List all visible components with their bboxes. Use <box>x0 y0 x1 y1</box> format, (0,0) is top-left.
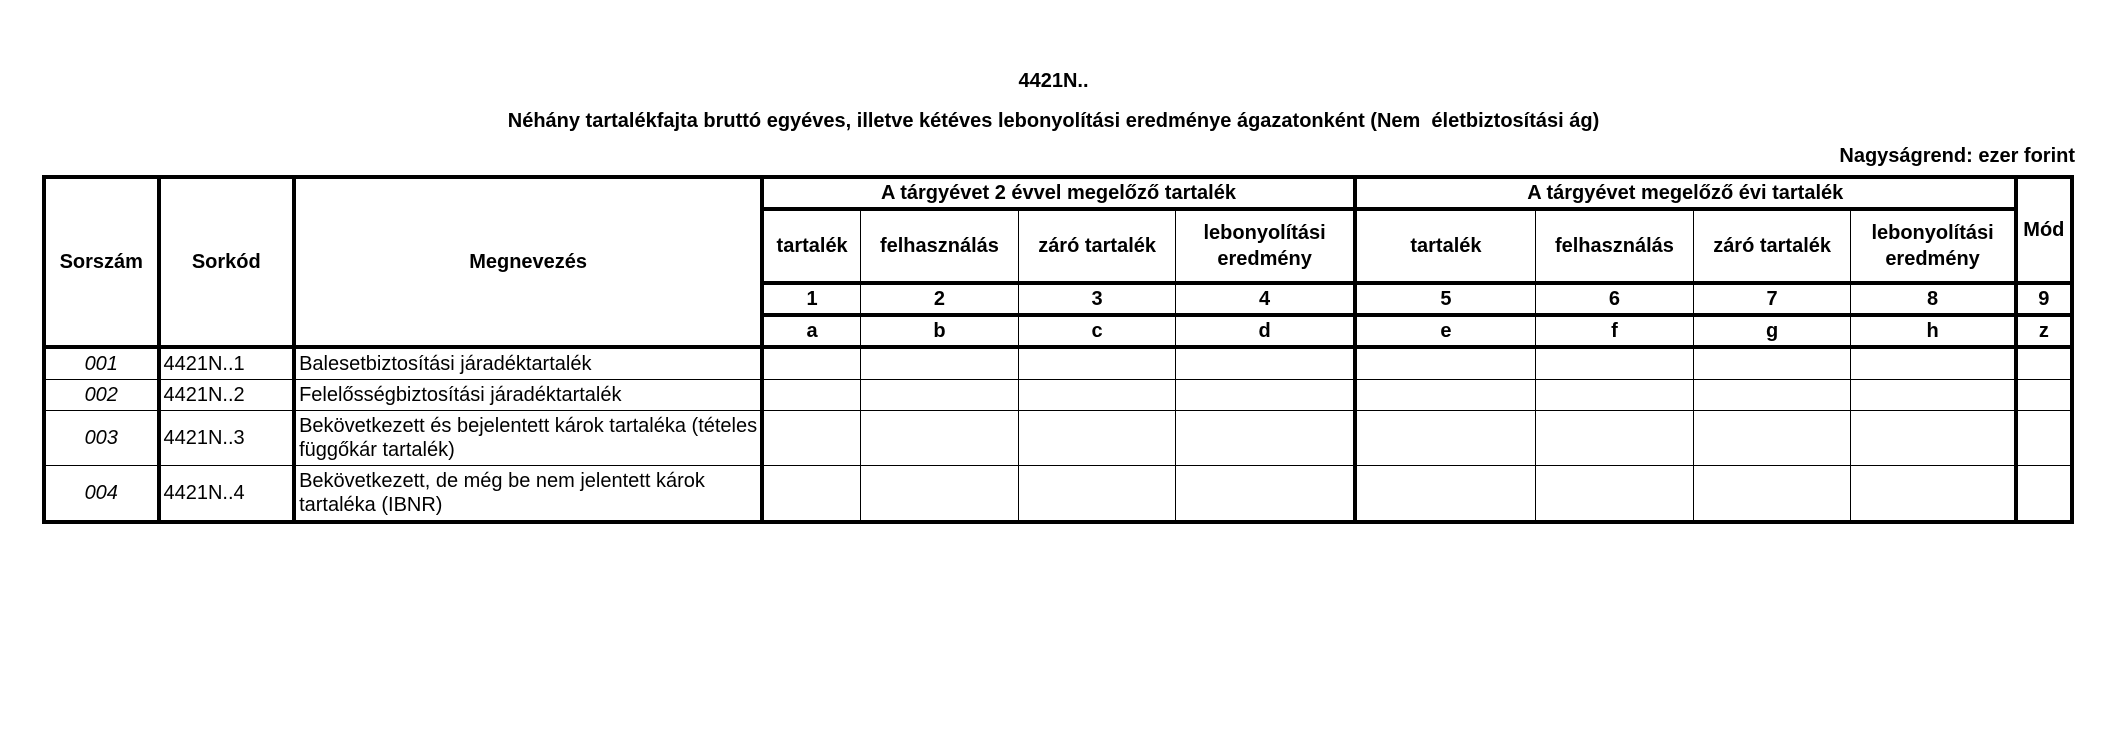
col-letter-z: z <box>2016 315 2072 347</box>
input-cell-f[interactable] <box>1536 380 1694 411</box>
header-group-two-years-prior: A tárgyévet 2 évvel megelőző tartalék <box>762 177 1355 209</box>
input-cell-g[interactable] <box>1693 347 1851 380</box>
unit-label: Nagyságrend: ezer forint <box>1839 145 2075 167</box>
table-row <box>44 347 2072 380</box>
col-letter-h: h <box>1851 315 2016 347</box>
col-number-8: 8 <box>1851 283 2016 315</box>
input-cell-a[interactable] <box>762 466 860 523</box>
col-letter-b: b <box>861 315 1019 347</box>
row-code: 4421N..1 <box>159 347 295 380</box>
input-cell-e[interactable] <box>1355 466 1536 523</box>
input-cell-a[interactable] <box>762 347 860 380</box>
table-row <box>44 411 2072 466</box>
col-letter-a: a <box>762 315 860 347</box>
input-cell-c[interactable] <box>1018 466 1176 523</box>
input-cell-f[interactable] <box>1536 347 1694 380</box>
col-number-7: 7 <box>1693 283 1851 315</box>
input-cell-z[interactable] <box>2016 411 2072 466</box>
table-row <box>44 380 2072 411</box>
col-number-5: 5 <box>1355 283 1536 315</box>
col-number-6: 6 <box>1536 283 1694 315</box>
input-cell-e[interactable] <box>1355 411 1536 466</box>
input-cell-b[interactable] <box>861 347 1019 380</box>
input-cell-h[interactable] <box>1851 380 2016 411</box>
col-letter-f: f <box>1536 315 1694 347</box>
input-cell-c[interactable] <box>1018 347 1176 380</box>
header-code: Sorkód <box>159 177 295 347</box>
input-cell-f[interactable] <box>1536 466 1694 523</box>
input-cell-d[interactable] <box>1176 347 1355 380</box>
row-name: Felelősségbiztosítási járadéktartalék <box>294 380 762 411</box>
table-row <box>44 466 2072 523</box>
report-title: Néhány tartalékfajta bruttó egyéves, illetve kétéves lebonyolítási eredménye ágazatonként (Nem életbiztosítási ág) <box>507 110 1600 132</box>
input-cell-g[interactable] <box>1693 466 1851 523</box>
header-col-5: tartalék <box>1355 209 1536 283</box>
input-cell-c[interactable] <box>1018 411 1176 466</box>
input-cell-h[interactable] <box>1851 347 2016 380</box>
header-col-2: felhasználás <box>861 209 1019 283</box>
header-group-prior-year: A tárgyévet megelőző évi tartalék <box>1355 177 2016 209</box>
col-letter-g: g <box>1693 315 1851 347</box>
row-serial: 003 <box>44 411 159 466</box>
header-col-3: záró tartalék <box>1018 209 1176 283</box>
row-name: Bekövetkezett és bejelentett károk tartaléka (tételes függőkár tartalék) <box>294 411 762 466</box>
row-serial: 004 <box>44 466 159 523</box>
header-mod: Mód <box>2016 177 2072 283</box>
col-number-9: 9 <box>2016 283 2072 315</box>
input-cell-d[interactable] <box>1176 466 1355 523</box>
col-letter-c: c <box>1018 315 1176 347</box>
input-cell-h[interactable] <box>1851 411 2016 466</box>
header-serial: Sorszám <box>44 177 159 347</box>
row-code: 4421N..2 <box>159 380 295 411</box>
col-number-1: 1 <box>762 283 860 315</box>
row-serial: 002 <box>44 380 159 411</box>
header-col-6: felhasználás <box>1536 209 1694 283</box>
input-cell-e[interactable] <box>1355 380 1536 411</box>
col-letter-e: e <box>1355 315 1536 347</box>
col-number-4: 4 <box>1176 283 1355 315</box>
input-cell-g[interactable] <box>1693 411 1851 466</box>
input-cell-h[interactable] <box>1851 466 2016 523</box>
header-col-7: záró tartalék <box>1693 209 1851 283</box>
input-cell-g[interactable] <box>1693 380 1851 411</box>
input-cell-b[interactable] <box>861 380 1019 411</box>
header-name: Megnevezés <box>294 177 762 347</box>
header-col-1: tartalék <box>762 209 860 283</box>
input-cell-z[interactable] <box>2016 466 2072 523</box>
input-cell-d[interactable] <box>1176 380 1355 411</box>
header-col-8: lebonyolítási eredmény <box>1851 209 2016 283</box>
row-code: 4421N..4 <box>159 466 295 523</box>
col-letter-d: d <box>1176 315 1355 347</box>
input-cell-a[interactable] <box>762 411 860 466</box>
header-col-4: lebonyolítási eredmény <box>1176 209 1355 283</box>
input-cell-c[interactable] <box>1018 380 1176 411</box>
report-table <box>42 175 2074 524</box>
input-cell-z[interactable] <box>2016 380 2072 411</box>
row-serial: 001 <box>44 347 159 380</box>
report-code: 4421N.. <box>1018 70 1089 92</box>
input-cell-d[interactable] <box>1176 411 1355 466</box>
input-cell-z[interactable] <box>2016 347 2072 380</box>
input-cell-e[interactable] <box>1355 347 1536 380</box>
input-cell-b[interactable] <box>861 466 1019 523</box>
input-cell-a[interactable] <box>762 380 860 411</box>
col-number-2: 2 <box>861 283 1019 315</box>
input-cell-f[interactable] <box>1536 411 1694 466</box>
input-cell-b[interactable] <box>861 411 1019 466</box>
row-name: Bekövetkezett, de még be nem jelentett károk tartaléka (IBNR) <box>294 466 762 523</box>
col-number-3: 3 <box>1018 283 1176 315</box>
row-code: 4421N..3 <box>159 411 295 466</box>
row-name: Balesetbiztosítási járadéktartalék <box>294 347 762 380</box>
